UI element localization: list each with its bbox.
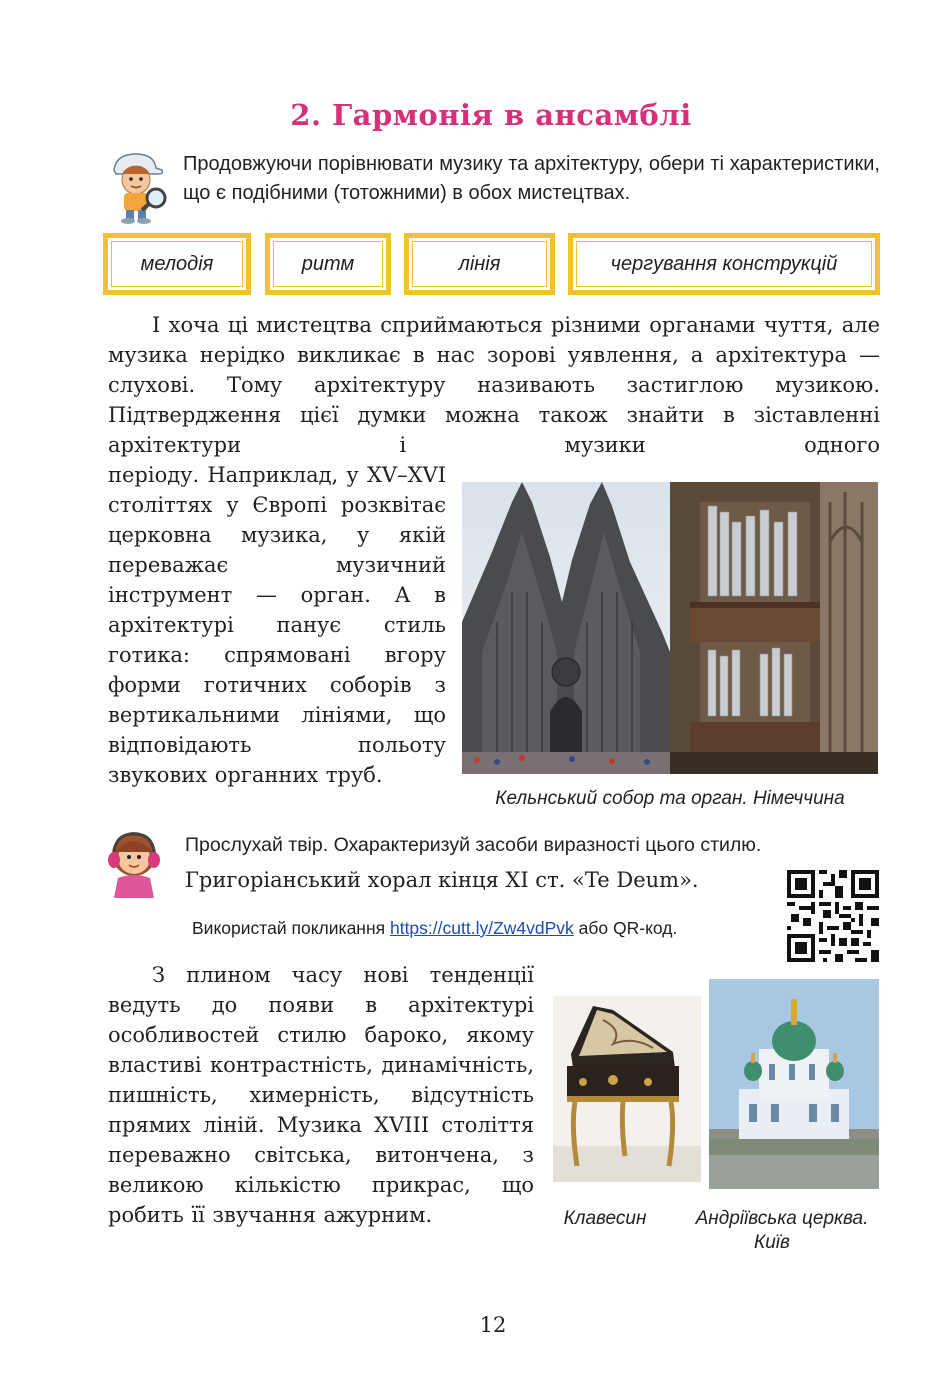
listen-link[interactable]: https://cutt.ly/Zw4vdPvk	[389, 918, 574, 938]
church-caption-line1: Андріївська церква.	[695, 1208, 869, 1229]
link-suffix: або QR-код.	[573, 918, 678, 938]
girl-with-headphones-icon	[102, 826, 166, 898]
option-label: лінія	[412, 241, 547, 287]
st-andrews-church-photo	[709, 979, 879, 1189]
organ-photo	[670, 482, 878, 774]
option-rhythm[interactable]	[265, 233, 391, 295]
church-caption-line2: Київ	[754, 1232, 790, 1253]
link-prefix: Використай покликання	[192, 918, 390, 938]
page-title: 2. Гармонія в ансамблі	[290, 98, 692, 132]
task2-link-line	[192, 918, 677, 939]
page-number: 12	[479, 1313, 507, 1337]
boy-with-magnifier-icon	[102, 148, 170, 224]
harpsichord-caption: Клавесин	[563, 1208, 647, 1229]
task2-work-title: Григоріанський хорал кінця XI ст. «Te Deum».	[185, 868, 699, 892]
option-label: чергування конструкцій	[576, 241, 872, 287]
qr-code-icon[interactable]	[787, 870, 879, 962]
option-label: мелодія	[111, 241, 243, 287]
option-melody[interactable]	[103, 233, 251, 295]
option-construction-alternation[interactable]	[568, 233, 880, 295]
paragraph-2: З плином часу нові тенденції ведуть до появи в архітектурі особливостей стилю бароко, якому властиві контрастність, динамічність, пишність, химерність, відсутність прямих ліній. Музика XVIII століття переважно світська, витончена, з великою кількістю прикрас, що робить її звучання ажурним.	[108, 963, 534, 1227]
figure1-caption: Кельнський собор та орган. Німеччина	[495, 788, 845, 809]
option-label: ритм	[273, 241, 383, 287]
paragraph-1-left: періоду. Наприклад, у XV–XVI століттях у Європі розквітає церковна музика, у якій переважає музичний інструмент — орган. А в архітектурі панує стиль готика: спрямовані вгору форми готичних соборів з вертикальними лініями, що відповідають польоту звукових органних труб.	[108, 463, 446, 787]
harpsichord-photo	[553, 996, 701, 1182]
option-line[interactable]	[404, 233, 555, 295]
paragraph-1-top: І хоча ці мистецтва сприймаються різними органами чуття, але музика нерідко викликає в нас зорові уявлення, а архітектура — слухові. Тому архітектуру називають застиглою музикою. Підтвердження цієї думки можна також знайти в зіставленні архітектури і музики одного	[108, 313, 880, 457]
task1-text: Продовжуючи порівнювати музику та архітектуру, обери ті характеристики, що є подібними (тотожними) в обох мистецтвах.	[183, 153, 880, 204]
cologne-cathedral-photo	[462, 482, 670, 774]
task2-instruction: Прослухай твір. Охарактеризуй засоби виразності цього стилю.	[185, 834, 762, 856]
